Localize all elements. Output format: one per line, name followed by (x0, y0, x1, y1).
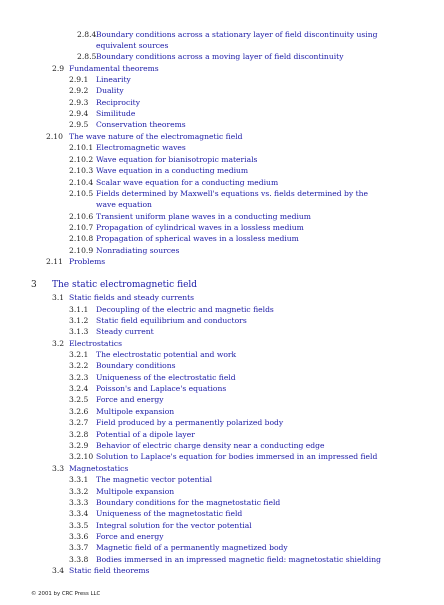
entry-number: 3.1 (52, 293, 65, 302)
entry-number: 2.9 (52, 64, 65, 73)
copyright-footer: © 2001 by CRC Press LLC (31, 591, 101, 597)
entry-number: 2.9.1 (69, 75, 89, 84)
entry-title-link[interactable]: Linearity (96, 75, 131, 84)
entry-number: 2.10.9 (69, 246, 94, 255)
entry-title-link[interactable]: Poisson's and Laplace's equations (96, 384, 227, 393)
entry-title-link[interactable]: wave equation (96, 200, 152, 209)
entry-number: 3.1.2 (69, 316, 89, 325)
entry-number: 2.8.5 (77, 52, 97, 61)
entry-number: 3.2.9 (69, 441, 89, 450)
entry-number: 3.3.1 (69, 475, 89, 484)
entry-number: 3.2.8 (69, 430, 89, 439)
entry-number: 3.3.3 (69, 498, 89, 507)
entry-title-link[interactable]: Solution to Laplace's equation for bodies immersed in an impressed field (96, 452, 378, 461)
entry-title-link[interactable]: Wave equation for bianisotropic materials (96, 155, 258, 164)
entry-number: 2.10.7 (69, 223, 94, 232)
entry-number: 2.10.6 (69, 212, 94, 221)
entry-number: 2.9.2 (69, 86, 89, 95)
entry-number: 3.3.6 (69, 532, 89, 541)
entry-number: 2.10.5 (69, 189, 94, 198)
entry-title-link[interactable]: Force and energy (96, 532, 164, 541)
entry-title-link[interactable]: Nonradiating sources (96, 246, 180, 255)
entry-title-link[interactable]: Problems (69, 257, 106, 266)
chapter-number: 3 (31, 280, 37, 290)
entry-number: 3.3.5 (69, 521, 89, 530)
entry-title-link[interactable]: equivalent sources (96, 41, 169, 50)
entry-title-link[interactable]: Wave equation in a conducting medium (96, 166, 249, 175)
entry-number: 3.3.2 (69, 487, 89, 496)
entry-title-link[interactable]: Bodies immersed in an impressed magnetic field: magnetostatic shielding (96, 555, 381, 564)
entry-number: 3.2.7 (69, 418, 89, 427)
entry-title-link[interactable]: Force and energy (96, 395, 164, 404)
entry-title-link[interactable]: Electromagnetic waves (96, 143, 186, 152)
entry-number: 3.1.3 (69, 327, 89, 336)
entry-title-link[interactable]: Multipole expansion (96, 407, 175, 416)
entry-title-link[interactable]: Uniqueness of the electrostatic field (96, 373, 236, 382)
entry-title-link[interactable]: Steady current (96, 327, 154, 336)
entry-title-link[interactable]: Fundamental theorems (69, 64, 159, 73)
entry-title-link[interactable]: Static fields and steady currents (69, 293, 195, 302)
entry-number: 3.2.1 (69, 350, 89, 359)
entry-number: 3.3.7 (69, 543, 89, 552)
entry-title-link[interactable]: Scalar wave equation for a conducting medium (96, 178, 279, 187)
entry-number: 2.11 (46, 257, 63, 266)
entry-number: 3.2.3 (69, 373, 89, 382)
entry-title-link[interactable]: Static field theorems (69, 566, 150, 575)
entry-number: 2.10.1 (69, 143, 94, 152)
entry-number: 2.10 (46, 132, 63, 141)
entry-title-link[interactable]: Static field equilibrium and conductors (96, 316, 247, 325)
entry-number: 3.4 (52, 566, 65, 575)
entry-title-link[interactable]: Electrostatics (69, 339, 123, 348)
entry-number: 3.2 (52, 339, 65, 348)
entry-title-link[interactable]: Transient uniform plane waves in a conducting medium (96, 212, 311, 221)
entry-title-link[interactable]: Field produced by a permanently polarized body (96, 418, 284, 427)
entry-number: 3.2.4 (69, 384, 89, 393)
entry-title-link[interactable]: Magnetostatics (69, 464, 129, 473)
entry-number: 3.2.6 (69, 407, 89, 416)
entry-title-link[interactable]: Potential of a dipole layer (96, 430, 195, 439)
entry-number: 3.1.1 (69, 305, 89, 314)
entry-title-link[interactable]: Propagation of spherical waves in a lossless medium (96, 234, 299, 243)
entry-title-link[interactable]: The electrostatic potential and work (96, 350, 237, 359)
entry-number: 3.3.8 (69, 555, 89, 564)
entry-title-link[interactable]: Magnetic field of a permanently magnetized body (96, 543, 288, 552)
entry-number: 2.8.4 (77, 30, 97, 39)
entry-number: 3.2.5 (69, 395, 89, 404)
entry-number: 2.10.4 (69, 178, 94, 187)
entry-title-link[interactable]: The magnetic vector potential (96, 475, 212, 484)
entry-title-link[interactable]: Boundary conditions (96, 361, 176, 370)
entry-title-link[interactable]: Reciprocity (96, 98, 140, 107)
entry-title-link[interactable]: Boundary conditions for the magnetostatic field (96, 498, 281, 507)
entry-title-link[interactable]: The wave nature of the electromagnetic field (69, 132, 243, 141)
entry-title-link[interactable]: Boundary conditions across a moving layer of field discontinuity (96, 52, 344, 61)
entry-title-link[interactable]: Multipole expansion (96, 487, 175, 496)
entry-title-link[interactable]: Conservation theorems (96, 120, 186, 129)
chapter-title-link[interactable]: The static electromagnetic field (52, 280, 198, 290)
entry-number: 2.10.3 (69, 166, 94, 175)
entry-title-link[interactable]: Similitude (96, 109, 136, 118)
entry-number: 2.10.8 (69, 234, 94, 243)
entry-title-link[interactable]: Fields determined by Maxwell's equations vs. fields determined by the (96, 189, 369, 198)
entry-number: 3.2.10 (69, 452, 94, 461)
entry-title-link[interactable]: Propagation of cylindrical waves in a lossless medium (96, 223, 304, 232)
entry-number: 3.2.2 (69, 361, 89, 370)
entry-number: 2.9.3 (69, 98, 89, 107)
entry-title-link[interactable]: Behavior of electric charge density near a conducting edge (96, 441, 325, 450)
entry-number: 2.9.4 (69, 109, 89, 118)
entry-number: 3.3 (52, 464, 65, 473)
entry-title-link[interactable]: Integral solution for the vector potential (96, 521, 252, 530)
entry-title-link[interactable]: Decoupling of the electric and magnetic fields (96, 305, 274, 314)
entry-number: 2.10.2 (69, 155, 94, 164)
entry-title-link[interactable]: Boundary conditions across a stationary layer of field discontinuity using (96, 30, 378, 39)
entry-number: 2.9.5 (69, 120, 89, 129)
entry-title-link[interactable]: Uniqueness of the magnetostatic field (96, 509, 243, 518)
entry-title-link[interactable]: Duality (96, 86, 124, 95)
entry-number: 3.3.4 (69, 509, 89, 518)
